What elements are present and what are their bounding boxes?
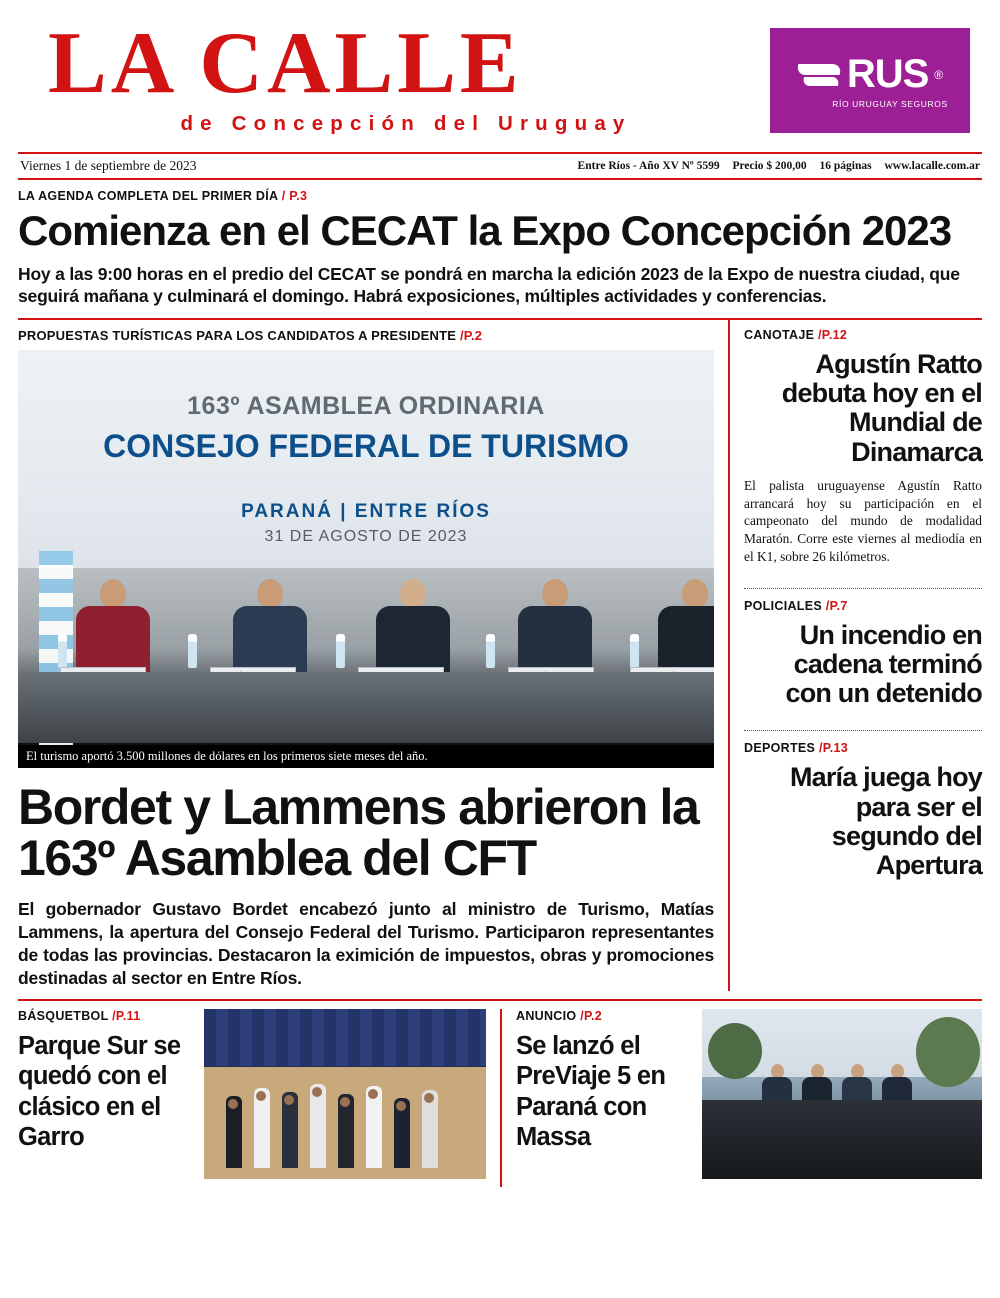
basketball-scene bbox=[204, 1009, 486, 1179]
water-bottle bbox=[486, 634, 495, 668]
side-story-canotaje bbox=[744, 328, 982, 576]
stands bbox=[204, 1009, 486, 1067]
screen-line-2: CONSEJO FEDERAL DE TURISMO bbox=[103, 427, 629, 464]
panelist-3 bbox=[376, 579, 450, 672]
screen-line-1: 163º ASAMBLEA ORDINARIA bbox=[187, 391, 545, 420]
side-kicker-label: DEPORTES bbox=[744, 741, 816, 756]
side-headline[interactable]: María juega hoy para ser el segundo del Apertura bbox=[789, 762, 982, 880]
player-head bbox=[284, 1095, 294, 1105]
main-kicker-label: PROPUESTAS TURÍSTICAS PARA LOS CANDIDATOS A PRESIDENTE bbox=[18, 328, 457, 344]
tree bbox=[916, 1017, 980, 1087]
side-body-text: El palista uruguayense Agustín Ratto arrancará hoy su participación en el campeonato del mundo de modalidad Maratón. Corre este viernes al mediodía en el K1, sobre 26 kilómetros. bbox=[744, 477, 982, 565]
previaje-scene bbox=[702, 1009, 982, 1179]
lead-story bbox=[0, 180, 1000, 308]
bottom-headline[interactable]: Se lanzó el PreViaje 5 en Paraná con Massa bbox=[516, 1031, 666, 1152]
bottom-strip bbox=[0, 1001, 1000, 1187]
bottom-kicker-page[interactable]: /P.11 bbox=[112, 1008, 141, 1023]
lead-body-text: Hoy a las 9:00 horas en el predio del CECAT se pondrá en marcha la edición 2023 de la Expo de nuestra ciudad, que seguirá mañana y culminará el domingo. Habrá exposiciones, múltiples actividades y conferencias. bbox=[18, 263, 960, 307]
water-bottle bbox=[188, 634, 197, 668]
panelist-head bbox=[542, 579, 568, 609]
panelist-5 bbox=[658, 579, 714, 672]
panel-table bbox=[18, 672, 714, 743]
player-head bbox=[424, 1093, 434, 1103]
screen-line-3: PARANÁ | ENTRE RÍOS bbox=[241, 500, 491, 522]
date-bar bbox=[18, 152, 982, 180]
edition-number: Entre Ríos - Año XV Nº 5599 bbox=[577, 160, 720, 172]
screen-line-4: 31 DE AGOSTO DE 2023 bbox=[264, 527, 468, 545]
audience-crowd bbox=[702, 1100, 982, 1178]
panelist-body bbox=[658, 606, 714, 672]
player-head bbox=[340, 1097, 350, 1107]
panelist-head bbox=[682, 579, 708, 609]
publication-date: Viernes 1 de septiembre de 2023 bbox=[20, 158, 197, 173]
panelist-body bbox=[233, 606, 307, 672]
previaje-launch-photo bbox=[702, 1009, 982, 1179]
main-story-column bbox=[18, 320, 728, 990]
water-bottle bbox=[58, 634, 67, 668]
dotted-divider bbox=[744, 588, 982, 589]
player-head bbox=[228, 1099, 238, 1109]
side-kicker-label: CANOTAJE bbox=[744, 328, 815, 343]
bottom-kicker-label: ANUNCIO bbox=[516, 1008, 577, 1023]
main-kicker-page[interactable]: /P.2 bbox=[459, 328, 483, 344]
bottom-kicker-label: BÁSQUETBOL bbox=[18, 1008, 109, 1023]
panelist-head bbox=[400, 579, 426, 609]
side-kicker bbox=[744, 599, 982, 613]
panelist-1 bbox=[76, 579, 150, 672]
side-kicker-page[interactable]: /P.7 bbox=[825, 598, 848, 613]
panelist-body bbox=[376, 606, 450, 672]
sidebar-column bbox=[728, 320, 982, 990]
basketball-celebration-photo bbox=[204, 1009, 486, 1179]
lead-kicker bbox=[18, 189, 982, 203]
panelist-head bbox=[257, 579, 283, 609]
side-story-deportes bbox=[744, 741, 982, 890]
page-count: 16 páginas bbox=[819, 160, 872, 172]
price: Precio $ 200,00 bbox=[732, 160, 807, 172]
side-kicker-label: POLICIALES bbox=[744, 598, 823, 613]
side-kicker bbox=[744, 328, 982, 342]
bottom-story-basquetbol bbox=[18, 1009, 500, 1187]
conference-scene bbox=[18, 350, 714, 768]
photo-caption: El turismo aportó 3.500 millones de dólares en los primeros siete meses del año. bbox=[18, 745, 714, 768]
player-head bbox=[312, 1087, 322, 1097]
main-photo bbox=[18, 350, 714, 768]
newspaper-title: LA CALLE bbox=[48, 15, 523, 112]
dotted-divider bbox=[744, 730, 982, 731]
lead-kicker-label: LA AGENDA COMPLETA DEL PRIMER DÍA bbox=[18, 189, 278, 203]
bottom-story-anuncio bbox=[500, 1009, 982, 1187]
masthead bbox=[0, 0, 1000, 150]
main-body-text: El gobernador Gustavo Bordet encabezó junto al ministro de Turismo, Matías Lammens, la apertura del Consejo Federal del Turismo. Participaron representantes de todas las provincias. Destacaron la eximición de impuestos, obras y promociones destinadas al sector en Entre Ríos. bbox=[18, 899, 714, 989]
website-link[interactable]: www.lacalle.com.ar bbox=[884, 160, 980, 172]
newspaper-subtitle: de Concepción del Uruguay bbox=[180, 111, 632, 135]
panelist-2 bbox=[233, 579, 307, 672]
main-columns bbox=[0, 320, 1000, 990]
edition-info bbox=[568, 160, 980, 172]
swoosh-icon bbox=[797, 60, 841, 90]
player bbox=[366, 1086, 382, 1168]
main-headline[interactable]: Bordet y Lammens abrieron la 163º Asamblea del CFT bbox=[18, 779, 699, 887]
side-headline[interactable]: Agustín Ratto debuta hoy en el Mundial de Dinamarca bbox=[781, 349, 982, 467]
lead-headline[interactable]: Comienza en el CECAT la Expo Concepción 2023 bbox=[18, 207, 952, 254]
panelist-head bbox=[100, 579, 126, 609]
water-bottle bbox=[336, 634, 345, 668]
panelist-4 bbox=[518, 579, 592, 672]
registered-trademark-icon: ® bbox=[934, 67, 944, 82]
panelist-body bbox=[518, 606, 592, 672]
bottom-kicker bbox=[516, 1009, 694, 1023]
player-head bbox=[256, 1091, 266, 1101]
rus-brand-text: RUS bbox=[846, 52, 929, 96]
side-kicker-page[interactable]: /P.13 bbox=[818, 741, 849, 756]
main-kicker bbox=[18, 328, 714, 343]
logo-block bbox=[18, 14, 770, 136]
rus-logo bbox=[797, 52, 943, 97]
rus-tagline: RÍO URUGUAY SEGUROS bbox=[832, 99, 948, 109]
player bbox=[310, 1084, 326, 1168]
player-head bbox=[396, 1101, 406, 1111]
side-kicker-page[interactable]: /P.12 bbox=[818, 328, 848, 343]
bottom-text-block bbox=[516, 1009, 702, 1187]
player-head bbox=[368, 1089, 378, 1099]
panelist-body bbox=[76, 606, 150, 672]
tree bbox=[708, 1023, 762, 1079]
side-story-policiales bbox=[744, 599, 982, 718]
bottom-kicker bbox=[18, 1009, 196, 1023]
bottom-headline[interactable]: Parque Sur se quedó con el clásico en el Garro bbox=[18, 1031, 181, 1152]
side-kicker bbox=[744, 741, 982, 755]
water-bottle bbox=[630, 634, 639, 668]
side-headline[interactable]: Un incendio en cadena terminó con un detenido bbox=[785, 619, 982, 709]
bottom-kicker-page[interactable]: /P.2 bbox=[580, 1008, 603, 1023]
bottom-text-block bbox=[18, 1009, 204, 1187]
rus-advertisement[interactable] bbox=[770, 28, 970, 133]
lead-kicker-page[interactable]: / P.3 bbox=[281, 189, 308, 203]
